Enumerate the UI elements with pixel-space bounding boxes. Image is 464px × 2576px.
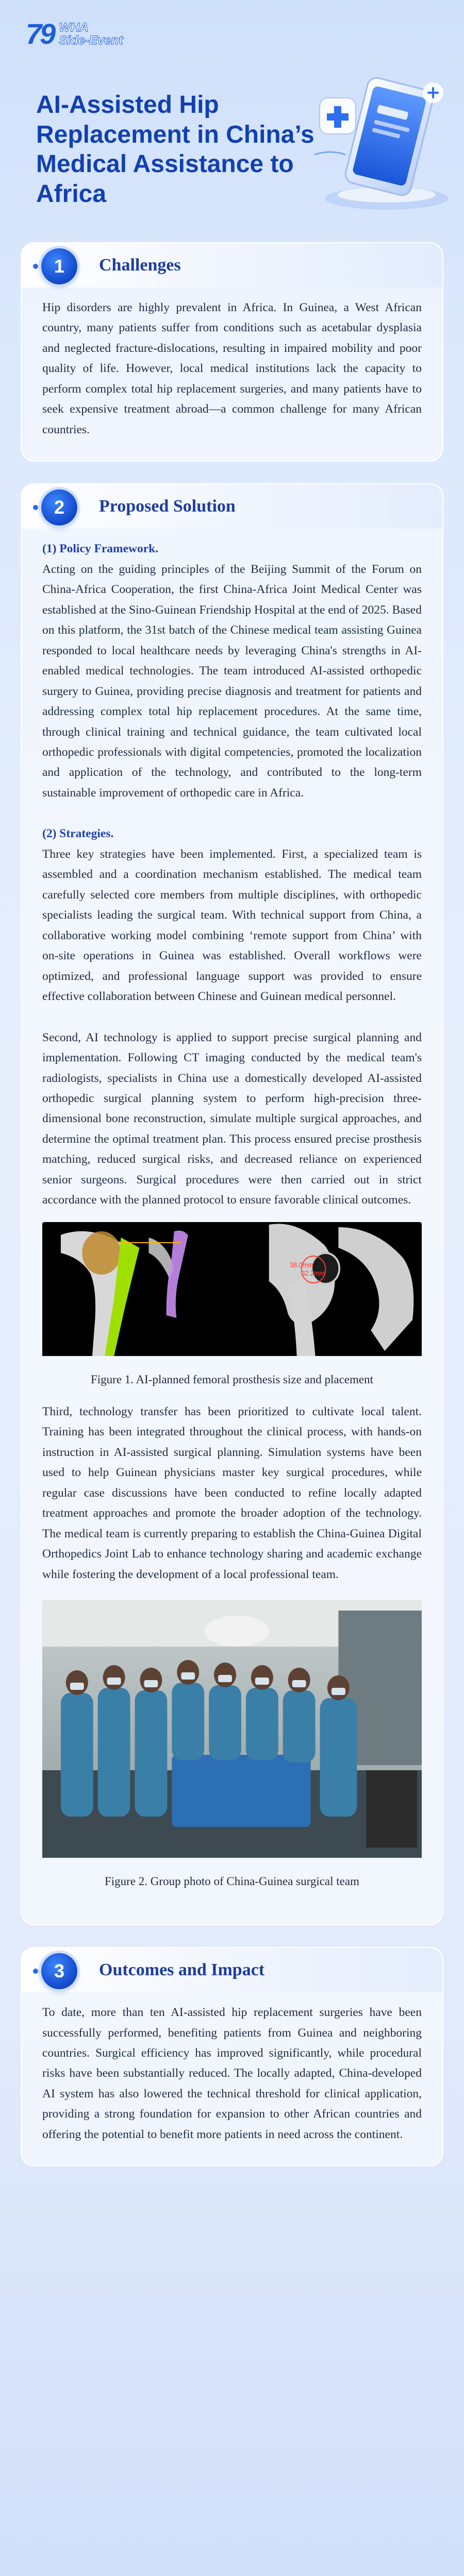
decorative-dot-icon <box>33 264 38 269</box>
section-title: Outcomes and Impact <box>99 1960 265 1980</box>
figure-1-measure-label-2: 32.2mm <box>301 1269 325 1277</box>
section-number-badge: 3 <box>41 1953 77 1989</box>
section-outcomes <box>21 1947 443 2166</box>
section-title: Challenges <box>99 256 181 275</box>
section-challenges <box>21 242 443 462</box>
logo-line1: WHA <box>59 20 89 35</box>
decorative-dot-icon <box>33 1969 38 1974</box>
figure-1-caption: Figure 1. AI-planned femoral prosthesis size and placement <box>90 1372 373 1386</box>
challenges-text: Hip disorders are highly prevalent in Africa. In Guinea, a West African country, many patients suffer from conditions such as acetabular dysplasia and neglected fracture-dislocations, resulting in impaired mobility and poor quality of life. However, local medical institutions lack the capacity to perform complex total hip replacement surgeries, and many patients have to seek expensive treatment abroad—a common challenge for many African countries. <box>42 301 422 436</box>
section-header <box>22 1948 442 1992</box>
section-solution <box>21 483 443 1925</box>
decorative-dot-icon <box>33 505 38 510</box>
figure-1 <box>42 1222 422 1386</box>
strategy-first-text: Three key strategies have been implemented. First, a specialized team is assembled and a coordination mechanism established. The medical team carefully selected core members from multiple disciplines, with orthopedic specialists leading the surgical team. With technical support from China, a collaborative working model combining ‘remote support from China’ with on-site operations in Guinea was established. Overall workflows were optimized, and professional language support was provided to ensure effective collaboration between Chinese and Guinean medical personnel. <box>42 847 422 1004</box>
policy-text: Acting on the guiding principles of the Beijing Summit of the Forum on China-Africa Cooperation, the first China-Africa Joint Medical Center was established at the Sino-Guinean Friendship Hospital at the end of 2025. Based on this platform, the 31st batch of the Chinese medical team assisting Guinea responded to local healthcare needs by leveraging China's strengths in AI-enabled medical technologies. The team introduced AI-assisted orthopedic surgery to Guinea, providing precise diagnosis and treatment for patients and addressing complex total hip replacement procedures. At the same time, through clinical training and technical guidance, the team cultivated local orthopedic professionals with digital competencies, promoted the localization and application of the technology, and contributed to the long-term sustainable improvement of orthopedic care in Africa. <box>42 562 422 800</box>
strategies-heading: (2) Strategies. <box>42 827 114 841</box>
policy-heading: (1) Policy Framework. <box>42 542 159 556</box>
section-number-badge: 2 <box>41 489 77 526</box>
section-title: Proposed Solution <box>99 497 236 516</box>
strategy-second-text: Second, AI technology is applied to support precise surgical planning and implementation. Following CT imaging conducted by the medical team's radiologists, specialists in China use a domestically developed AI-assisted orthopedic surgical planning system to perform high-precision three-dimensional bone reconstruction, simulate multiple surgical approaches, and determine the optimal treatment plan. This process ensured precise prosthesis matching, reduced surgical risks, and decreased reliance on experienced senior surgeons. Surgical procedures were then carried out in strict accordance with the planned protocol to ensure favorable clinical outcomes. <box>42 1030 422 1207</box>
section-header <box>22 243 442 287</box>
figure-2-caption: Figure 2. Group photo of China-Guinea surgical team <box>105 1875 359 1888</box>
section-header <box>22 484 442 529</box>
logo-line2: Side-Event <box>59 33 123 47</box>
outcomes-text: To date, more than ten AI-assisted hip replacement surgeries have been successfully performed, benefiting patients from Guinea and neighboring countries. Surgical efficiency has improved significantly, while procedural risks have been substantially reduced. The locally adapted, China-developed AI system has also lowered the technical threshold for clinical application, providing a strong foundation for expansion to other African countries and offering the potential to benefit more patients in need across the continent. <box>42 2006 422 2141</box>
figure-1-measure-label-1: 38.0mm <box>290 1261 313 1269</box>
figure-2-image <box>42 1600 422 1860</box>
page-title: AI-Assisted Hip Replacement in China’s Medical Assistance to Africa <box>36 91 314 208</box>
wha-logo <box>26 20 123 48</box>
header <box>0 0 464 222</box>
figure-1-image <box>42 1222 422 1359</box>
medical-phone-illustration <box>304 62 454 216</box>
strategies-block <box>42 824 422 1007</box>
figure-2 <box>42 1600 422 1888</box>
strategy-third-text: Third, technology transfer has been prioritized to cultivate local talent. Training has been integrated throughout the clinical process, with hands-on instruction in AI-assisted surgical planning. Simulation systems have been used to help Guinean physicians master key surgical procedures, while regular case discussions have been conducted to refine locally adapted treatment approaches and promote the broader adoption of the technology. The medical team is currently preparing to establish the China-Guinea Digital Orthopedics Joint Lab to enhance technology sharing and academic exchange while fostering the development of a local professional team. <box>42 1404 422 1581</box>
section-number-badge: 1 <box>41 248 77 284</box>
logo-number: 79 <box>26 18 54 50</box>
policy-block <box>42 539 422 803</box>
